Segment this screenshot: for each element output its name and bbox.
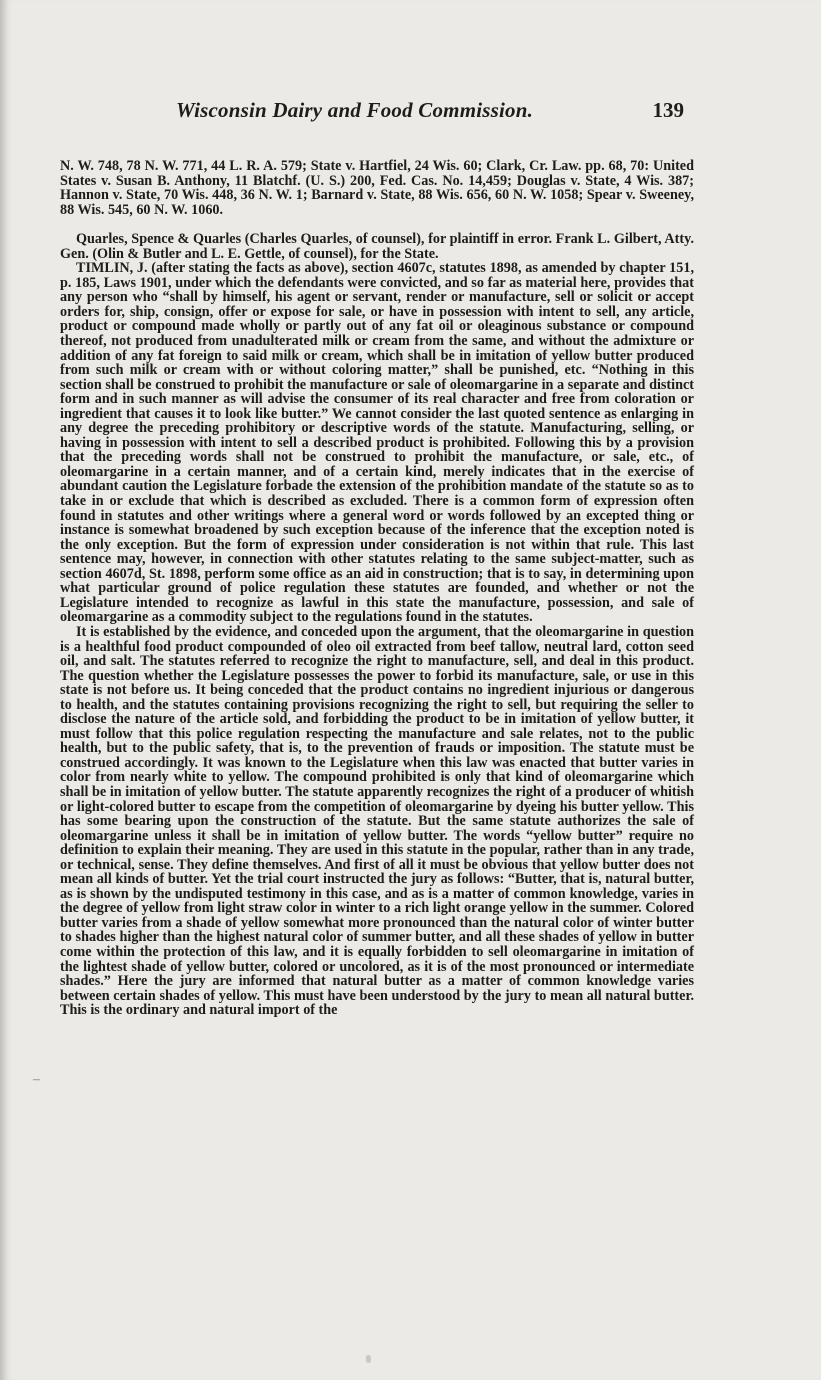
opinion-paragraph: TIMLIN, J. (after stating the facts as above), section 4607c, statutes 1898, as amended by chapter 151, p. 185, Laws 1901, under which the defendants were convicted, and so far as material here, provides that any person who “shall by himself, his agent or servant, render or manufacture, sell or solicit or accept orders for, ship, consign, offer or expose for sale, or have in possession with intent to sell, any article, product or compound made wholly or partly out of any fat oil or oleaginous substance or compound thereof, not produced from unadulterated milk or cream from the same, and without the admixture or addition of any fat foreign to said milk or cream, which shall be in imitation of yellow butter produced from such milk or cream with or without coloring matter,” shall be punished, etc. “Nothing in this section shall be construed to prohibit the manufacture or sale of oleomargarine in a separate and distinct form and in such manner as will advise the consumer of its real character and free from coloration or ingredient that causes it to look like butter.” We cannot consider the last quoted sentence as enlarging in any degree the preceding prohibitory or descriptive words of the statute. Manufacturing, selling, or having in possession with intent to sell a described product is prohibited. Following this by a provision that the preceding words shall not be construed to prohibit the manufacture, or sale, etc., of oleomargarine in a certain manner, and of a certain kind, merely indicates that in the exercise of abundant caution the Legislature forbade the extension of the prohibition mandate of the statute so as to take in or exclude that which is described as excluded. There is a common form of expression often found in statutes and other writings where a general word or words followed by an excepted thing or instance is somewhat broadened by such exception because of the inference that the exception noted is the only exception. But the form of expression under consideration is not within that rule. This last sentence may, however, in connection with other statutes relating to the same subject-matter, such as section 4607d, St. 1898, perform some office as an aid in construction; that is to say, in determining upon what particular ground of police regulation these statutes are founded, and whether or not the Legislature intended to recognize as lawful in this state the manufacture, possession, and sale of oleomargarine as a commodity subject to the regulations found in the statutes.	[60, 260, 694, 626]
body-text	[60, 159, 694, 1018]
running-title: Wisconsin Dairy and Food Commission.	[176, 98, 534, 122]
margin-mark: –	[33, 1072, 40, 1087]
opinion-paragraph: It is established by the evidence, and conceded upon the argument, that the oleomargarine in question is a healthful food product compounded of oleo oil extracted from beef tallow, neutral lard, cotton seed oil, and salt. The statutes referred to recognize the right to manufacture, sell, and deal in this product. The question whether the Legislature possesses the power to forbid its manufacture, sale, or use in this state is not before us. It being conceded that the product contains no ingredient injurious or dangerous to health, and the statutes containing provisions recognizing the right to sell, but requiring the seller to disclose the nature of the article sold, and forbidding the product to be in imitation of yellow butter, it must follow that this police regulation respecting the manufacture and sale relates, not to the public health, but to the public safety, that is, to the prevention of frauds or imposition. The statute must be construed accordingly. It was known to the Legislature when this law was enacted that butter varies in color from nearly white to yellow. The compound prohibited is only that kind of oleomargarine which shall be in imitation of yellow butter. The statute apparently recognizes the right of a producer of whitish or light-colored butter to escape from the competition of oleomargarine by dyeing his butter yellow. This has some bearing upon the construction of the statute. But the same statute authorizes the sale of oleomargarine unless it shall be in imitation of yellow butter. The words “yellow butter” require no definition to explain their meaning. They are used in this statute in the popular, rather than in any trade, or technical, sense. They define themselves. And first of all it must be obvious that yellow butter does not mean all kinds of butter. Yet the trial court instructed the jury as follows: “Butter, that is, natural butter, as is shown by the undisputed testimony in this case, and as is a matter of common knowledge, varies in the degree of yellow from light straw color in winter to a rich light orange yellow in the summer. Colored butter varies from a shade of yellow somewhat more pronounced than the natural color of winter butter to shades higher than the highest natural color of summer butter, and all these shades of yellow in butter come within the protection of this law, and it is equally forbidden to sell oleomargarine in imitation of the lightest shade of yellow butter, colored or uncolored, as it is of the most pronounced or intermediate shades.” Here the jury are informed that natural butter as a matter of common knowledge varies between certain shades of yellow. This must have been understood by the jury to mean all natural butter. This is the ordinary and natural import of the	[60, 623, 694, 1019]
page-number: 139	[652, 98, 684, 122]
counsel-paragraph: Quarles, Spence & Quarles (Charles Quarles, of counsel), for plaintiff in error. Frank L. Gilbert, Atty. Gen. (Olin & Butler and L. E. Gettle, of counsel), for the State.	[60, 231, 694, 262]
citation-paragraph: N. W. 748, 78 N. W. 771, 44 L. R. A. 579; State v. Hartfiel, 24 Wis. 60; Clark, Cr. Law. pp. 68, 70: United States v. Susan B. Anthony, 11 Blatchf. (U. S.) 200, Fed. Cas. No. 14,459; Douglas v. State, 4 Wis. 387; Hannon v. State, 70 Wis. 448, 36 N. W. 1; Barnard v. State, 88 Wis. 656, 60 N. W. 1058; Spear v. Sweeney, 88 Wis. 545, 60 N. W. 1060.	[60, 158, 694, 218]
page-header	[170, 98, 690, 128]
paper-speck	[366, 1355, 371, 1363]
